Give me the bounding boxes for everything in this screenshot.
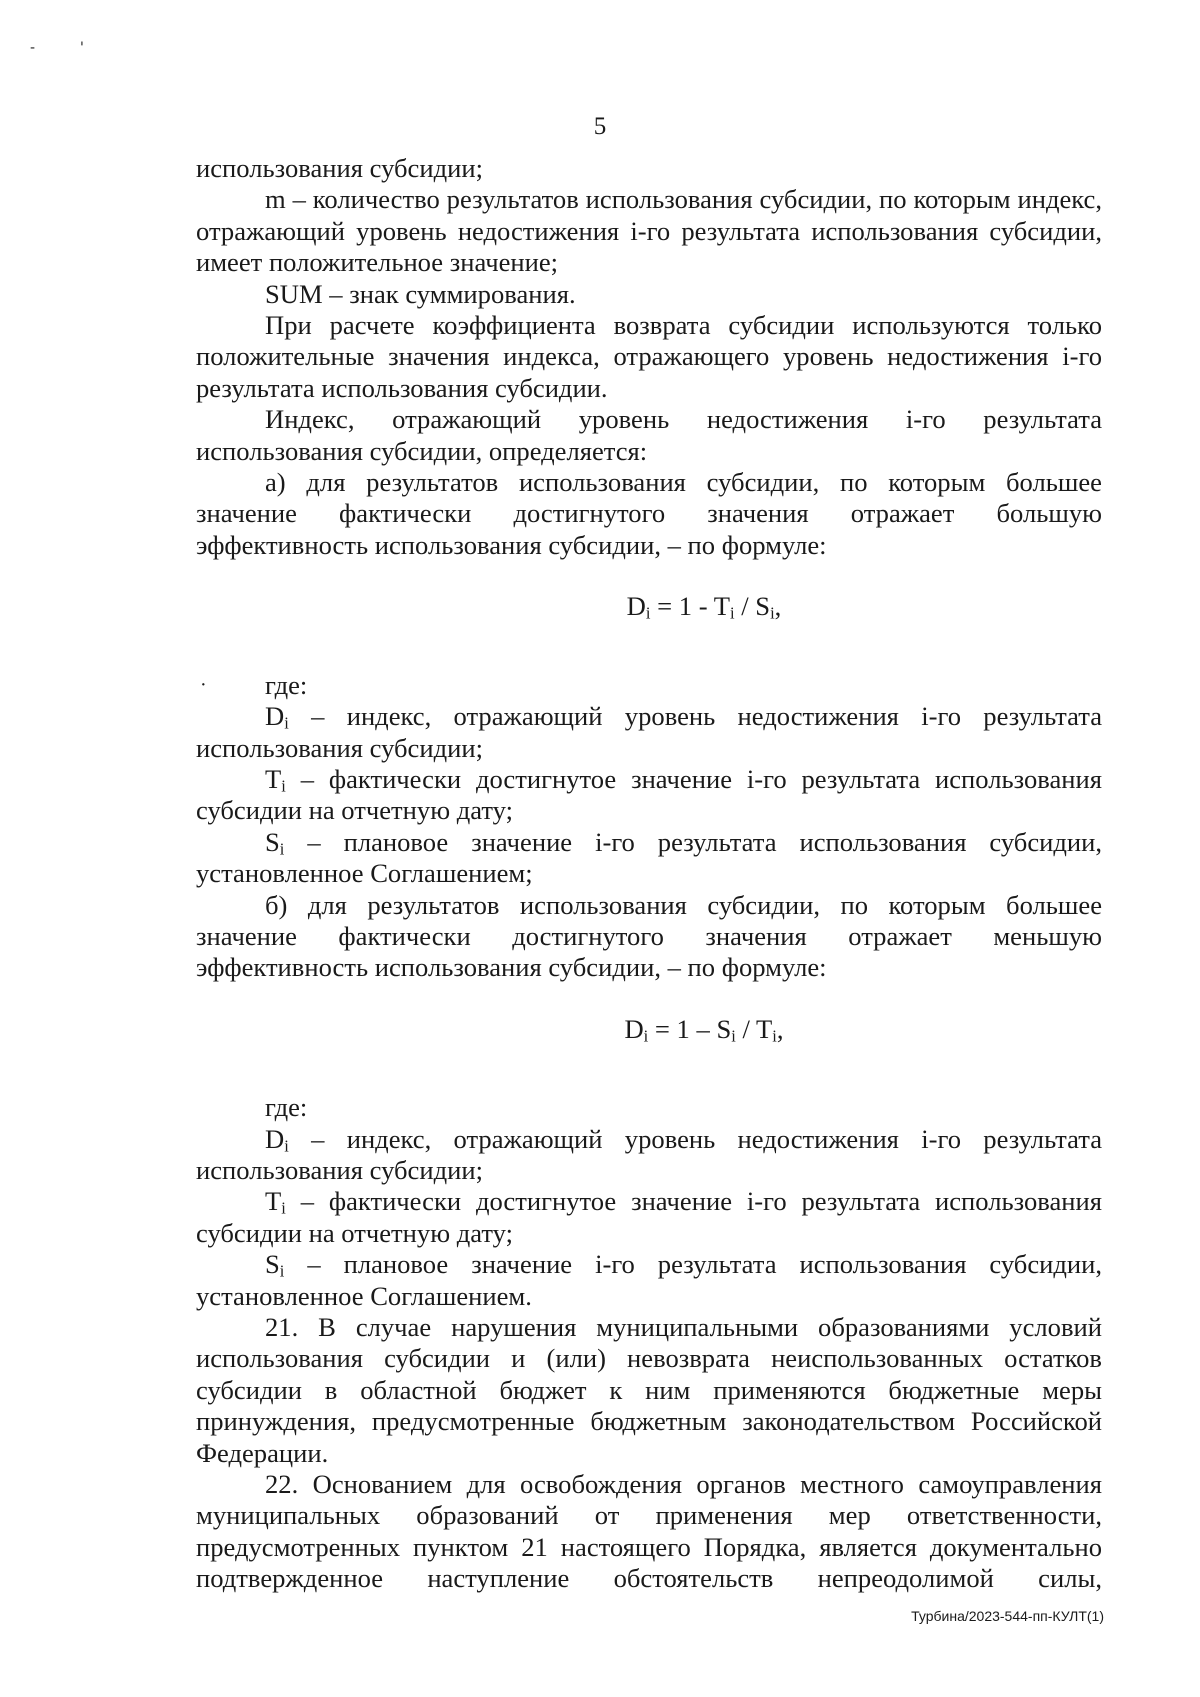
definition-text: – знак суммирования. (322, 278, 576, 309)
paragraph-item-a: а) для результатов использования субсидии, по которым большее значение фактически достигнутого значения отражает большую эффективность использования субсидии, – по формуле: (196, 467, 1102, 560)
variable: S (265, 1249, 280, 1280)
variable: m (265, 184, 286, 215)
page-number: 5 (593, 113, 607, 140)
paragraph: использования субсидии; (196, 153, 483, 183)
formula-b (196, 1014, 1102, 1045)
definition-text: – плановое значение i-го результата использования субсидии, установленное Соглашением. (196, 1249, 1102, 1311)
formula-operator: / (734, 591, 756, 622)
scan-dot: · (200, 673, 207, 696)
definition-d (196, 701, 1102, 764)
definition-m (196, 184, 1102, 278)
variable: T (265, 1186, 282, 1217)
definition-text: – фактически достигнутое значение i-го результата использования субсидии на отчетную дату; (196, 763, 1102, 826)
formula-operator: / (735, 1013, 757, 1044)
formula-operator: , (774, 591, 782, 622)
variable: D (265, 701, 285, 732)
where-label (196, 1092, 1102, 1123)
formula-a (196, 591, 1102, 622)
formula-operator: , (776, 1013, 784, 1044)
variable-subscript: i (284, 713, 289, 733)
formula-symbol: S (716, 1013, 732, 1044)
definition-sum (196, 279, 1102, 310)
formula-symbol: T (713, 591, 730, 622)
definition-t (196, 764, 1102, 827)
definition-text: – плановое значение i-го результата использования субсидии, установленное Соглашением; (196, 826, 1102, 889)
definition-t (196, 1186, 1102, 1249)
variable: S (265, 826, 280, 857)
formula-symbol: D (624, 1013, 644, 1044)
variable: T (265, 763, 282, 794)
scan-artifact: - (30, 40, 36, 56)
formula-symbol: D (626, 591, 646, 622)
paragraph-22: 22. Основанием для освобождения органов местного самоуправления муниципальных образований от применения мер ответственности, предусмотренных пунктом 21 настоящего Порядка, является документально подтвержденное наступление обстоятельств непреодолимой силы, (196, 1469, 1102, 1594)
paragraph-item-b: б) для результатов использования субсидии, по которым большее значение фактически достигнутого значения отражает меньшую эффективность использования субсидии, – по формуле: (196, 889, 1102, 983)
definition-text: – индекс, отражающий уровень недостижения i-го результата использования субсидии; (196, 1123, 1102, 1185)
where-text: где: (265, 1092, 308, 1123)
variable-subscript: i (284, 1136, 289, 1156)
paragraph: При расчете коэффициента возврата субсидии используются только положительные значения индекса, отражающего уровень недостижения i-го результата использования субсидии. (196, 310, 1102, 403)
where-label (196, 670, 1102, 701)
formula-subscript: i (730, 603, 735, 623)
formula-subscript: i (643, 1026, 649, 1046)
variable: D (265, 1123, 285, 1154)
scan-artifact: ' (80, 40, 84, 56)
definition-s (196, 1249, 1102, 1312)
variable-subscript: i (279, 1261, 285, 1281)
formula-subscript: i (770, 603, 775, 623)
definition-text: – индекс, отражающий уровень недостижения i-го результата использования субсидии; (196, 701, 1102, 763)
paragraph-21: 21. В случае нарушения муниципальными образованиями условий использования субсидии и (или) невозврата неиспользованных остатков субсидии в областной бюджет к ним применяются бюджетные меры принуждения, предусмотренные бюджетным законодательством Российской Федерации. (196, 1312, 1102, 1468)
formula-subscript: i (645, 603, 651, 623)
definition-text: – количество результатов использования субсидии, по которым индекс, отражающий уровень недостижения i-го результата использования субсидии, имеет положительное значение; (196, 184, 1102, 278)
definition-text: – фактически достигнутое значение i-го результата использования субсидии на отчетную дату; (196, 1186, 1102, 1248)
definition-d (196, 1124, 1102, 1187)
document-body (196, 153, 1102, 1595)
formula-symbol: T (756, 1013, 773, 1044)
variable: SUM (265, 278, 323, 309)
formula-operator: = 1 - (650, 591, 714, 622)
paragraph: Индекс, отражающий уровень недостижения i-го результата использования субсидии, определяется: (196, 404, 1102, 466)
formula-operator: = 1 – (648, 1013, 717, 1044)
formula-subscript: i (731, 1026, 736, 1046)
where-text: где: (265, 669, 308, 700)
definition-s (196, 827, 1102, 890)
formula-symbol: S (755, 591, 771, 622)
variable-subscript: i (279, 839, 285, 859)
document-footer-code: Турбина/2023-544-пп-КУЛТ(1) (911, 1608, 1104, 1624)
variable-subscript: i (281, 1199, 286, 1218)
formula-subscript: i (772, 1026, 777, 1046)
variable-subscript: i (281, 776, 286, 796)
